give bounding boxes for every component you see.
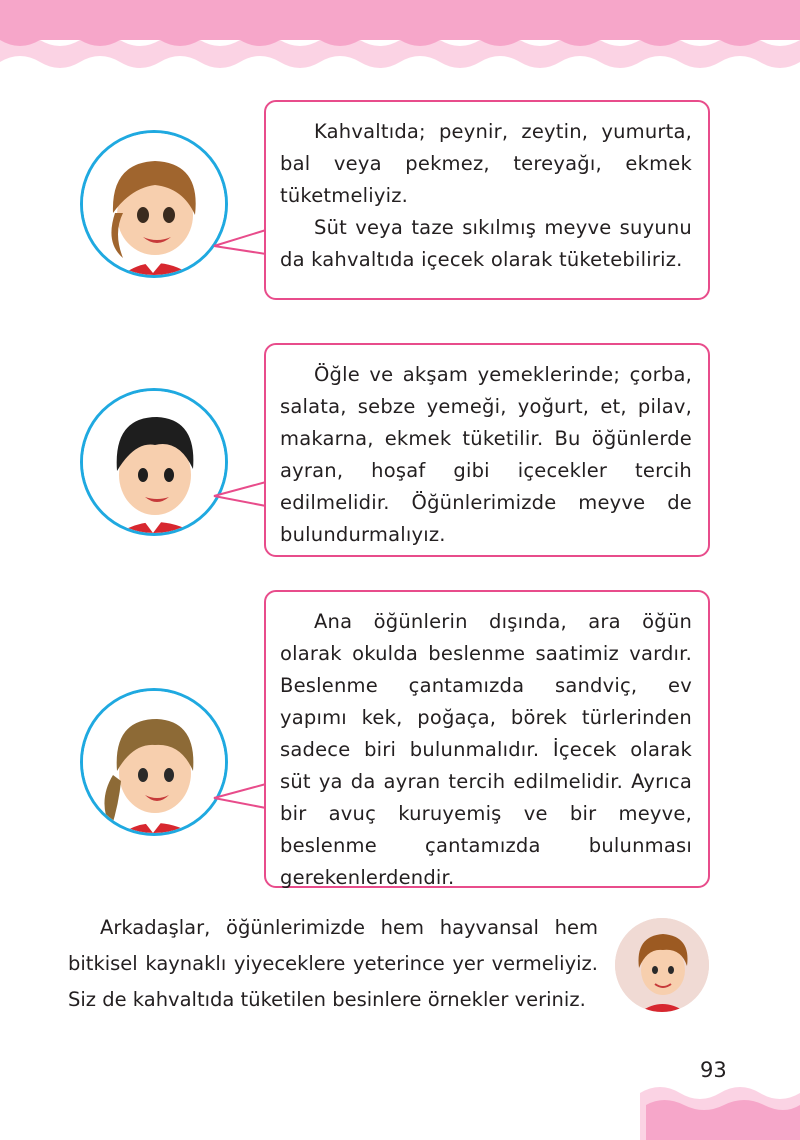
girl-avatar-icon	[80, 130, 228, 278]
top-wave-band	[0, 0, 800, 80]
speech-bubble-breakfast	[264, 100, 710, 300]
speech-bubble-meals	[264, 343, 710, 557]
boy-avatar-icon	[80, 388, 228, 536]
page-number: 93	[700, 1058, 727, 1082]
speech-bubble-snack	[264, 590, 710, 888]
speech-tail	[212, 480, 268, 510]
bubble-paragraph: Öğle ve akşam yemeklerinde; çorba, salata, sebze yemeği, yoğurt, et, pilav, makarna, ekmek tüketilir. Bu öğünlerde ayran, hoşaf gibi içecekler tercih edilmelidir. Öğünlerimizde meyve de bulundurmalıyız.	[280, 363, 692, 546]
speech-tail	[212, 782, 268, 812]
bubble-paragraph: Süt veya taze sıkılmış meyve suyunu da kahvaltıda içecek olarak tüketebiliriz.	[280, 216, 692, 271]
closing-paragraph: Arkadaşlar, öğünlerimizde hem hayvansal hem bitkisel kaynaklı yiyeceklere yeterince yer vermeliyiz. Siz de kahvaltıda tüketilen besinlere örnekler veriniz.	[68, 916, 598, 1011]
speech-tail	[212, 228, 268, 258]
bubble-paragraph: Kahvaltıda; peynir, zeytin, yumurta, bal veya pekmez, tereyağı, ekmek tüketmeliyiz.	[280, 120, 692, 207]
ponytail-girl-avatar-icon	[80, 688, 228, 836]
bottom-corner-wave	[640, 1075, 800, 1140]
curly-boy-avatar-icon	[615, 918, 709, 1012]
bubble-paragraph: Ana öğünlerin dışında, ara öğün olarak okulda beslenme saatimiz vardır. Beslenme çantamızda sandviç, ev yapımı kek, poğaça, börek türlerinden sadece biri bulunmalıdır. İçecek olarak süt ya da ayran tercih edilmelidir. Ayrıca bir avuç kuruyemiş ve bir meyve, beslenme çantamızda bulunması gerekenlerdendir.	[280, 610, 692, 889]
